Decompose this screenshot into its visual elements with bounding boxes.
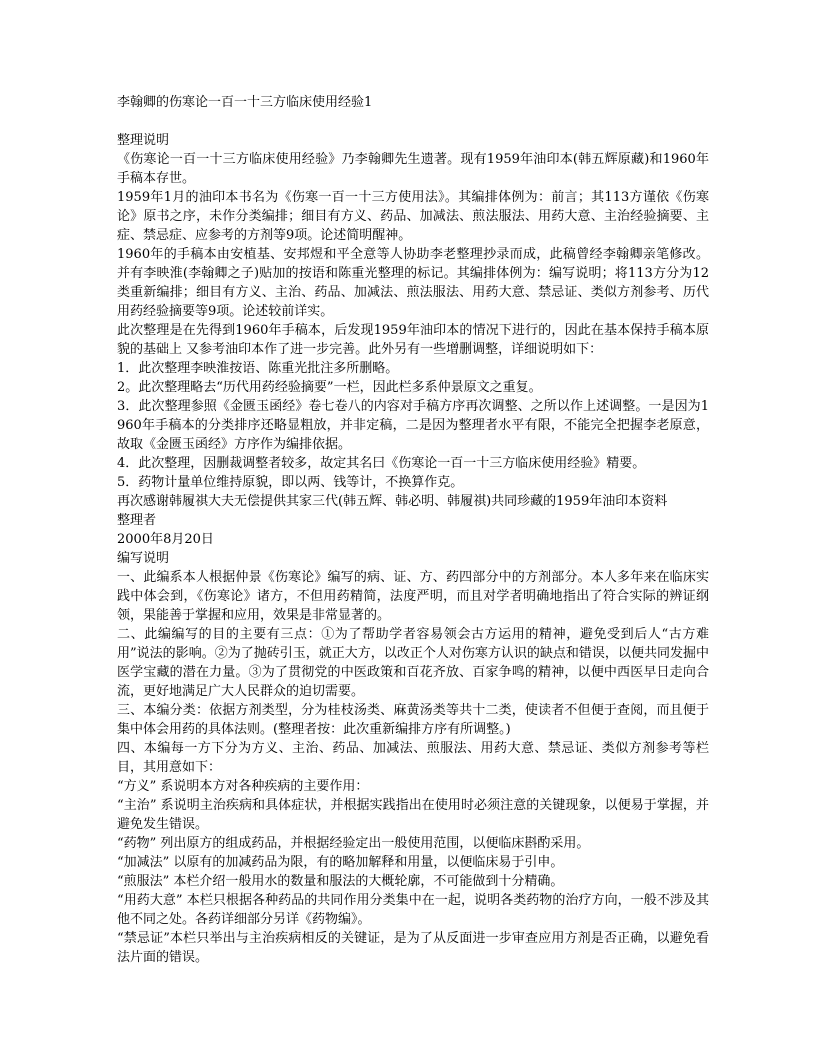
paragraph: 2000年8月20日 <box>117 532 214 547</box>
paragraph: 一、此编系本人根据仲景《伤寒论》编写的病、证、方、药四部分中的方剂部分。本人多年来在临床实践中体会到，《伤寒论》诸方，不但用药精简，法度严明，而且对学者明确地指出了符合实际的辨证纲领，果能善于掌握和应用，效果是非常显著的。 <box>117 570 709 623</box>
paragraph: 4．此次整理，因删裁调整者较多，故定其名曰《伤寒论一百一十三方临床使用经验》精要。 <box>117 456 646 471</box>
paragraph: 整理说明 <box>117 133 170 148</box>
paragraph: 1．此次整理李映淮按语、陈重光批注多所删略。 <box>117 361 399 376</box>
paragraph: 整理者 <box>117 513 157 528</box>
paragraph: 二、此编编写的目的主要有三点：①为了帮助学者容易领会古方运用的精神，避免受到后人“古方难用”说法的影响。②为了抛砖引玉，就正大方，以改正个人对伤寒方认识的缺点和错误，以便共同发掘中医学宝藏的潜在力量。③为了贯彻党的中医政策和百花齐放、百家争鸣的精神，以便中西医早日走向合流，更好地满足广大人民群众的迫切需要。 <box>117 627 709 699</box>
paragraph: 5．药物计量单位维持原貌，即以两、钱等计，不换算作克。 <box>117 475 464 490</box>
paragraph: 编写说明 <box>117 551 170 566</box>
paragraph: 《伤寒论一百一十三方临床使用经验》乃李翰卿先生遗著。现有1959年油印本(韩五辉原藏)和1960年手稿本存世。 <box>117 152 709 186</box>
paragraph: “方义” 系说明本方对各种疾病的主要作用： <box>117 779 369 794</box>
paragraph: “用药大意” 本栏只根据各种药品的共同作用分类集中在一起，说明各类药物的治疗方向，一般不涉及其他不同之处。各药详细部分另详《药物编》。 <box>117 893 709 927</box>
paragraph: “药物” 列出原方的组成药品，并根据经验定出一般使用范围，以便临床斟酌采用。 <box>117 836 590 851</box>
paragraph: 三、本编分类：依据方剂类型，分为桂枝汤类、麻黄汤类等共十二类，使读者不但便于查阅，而且便于集中体会用药的具体法则。(整理者按：此次重新编排方序有所调整。) <box>117 703 709 737</box>
paragraph: 此次整理是在先得到1960年手稿本，后发现1959年油印本的情况下进行的，因此在基本保持手稿本原貌的基础上 又参考油印本作了进一步完善。此外另有一些增删调整，详细说明如下： <box>117 323 709 357</box>
paragraph: “主治” 系说明主治疾病和具体症状，并根据实践指出在使用时必须注意的关键现象，以便易于掌握，并避免发生错误。 <box>117 798 709 832</box>
paragraph: “禁忌证”本栏只举出与主治疾病相反的关键证，是为了从反面进一步审查应用方剂是否正确，以避免看法片面的错误。 <box>117 931 709 965</box>
paragraph: 四、本编每一方下分为方义、主治、药品、加减法、煎服法、用药大意、禁忌证、类似方剂参考等栏目，其用意如下： <box>117 741 709 775</box>
paragraph: “煎服法” 本栏介绍一般用水的数量和服法的大概轮廓，不可能做到十分精确。 <box>117 874 564 889</box>
document-page <box>117 93 709 967</box>
paragraph: 3．此次整理参照《金匮玉函经》卷七卷八的内容对手稿方序再次调整、之所以作上述调整。一是因为1960年手稿本的分类排序还略显粗放，并非定稿，二是因为整理者水平有限，不能完全把握李老原意，故取《金匮玉函经》方序作为编排依据。 <box>117 399 709 452</box>
paragraph: 1960年的手稿本由安植基、安邦煜和平全意等人协助李老整理抄录而成，此稿曾经李翰卿亲笔修改。并有李映淮(李翰卿之子)贴加的按语和陈重光整理的标记。其编排体例为：编写说明；将113方分为12类重新编排；细目有方义、主治、药品、加减法、煎法服法、用药大意、禁忌证、类似方剂参考、历代用药经验摘要等9项。论述较前详实。 <box>117 247 709 319</box>
paragraph: “加减法” 以原有的加减药品为限，有的略加解释和用量，以便临床易于引申。 <box>117 855 564 870</box>
document-title: 李翰卿的伤寒论一百一十三方临床使用经验1 <box>117 95 373 110</box>
paragraph: 2。此次整理略去“历代用药经验摘要”一栏，因此栏多系仲景原文之重复。 <box>117 380 542 395</box>
paragraph: 1959年1月的油印本书名为《伤寒一百一十三方使用法》。其编排体例为：前言；其113方谨依《伤寒论》原书之序，未作分类编排；细目有方义、药品、加减法、煎法服法、用药大意、主治经验摘要、主症、禁忌症、应参考的方剂等9项。论述简明醒神。 <box>117 190 709 243</box>
document-body <box>117 131 709 967</box>
paragraph: 再次感谢韩履祺大夫无偿提供其家三代(韩五辉、韩必明、韩履祺)共同珍藏的1959年油印本资料 <box>117 494 668 509</box>
